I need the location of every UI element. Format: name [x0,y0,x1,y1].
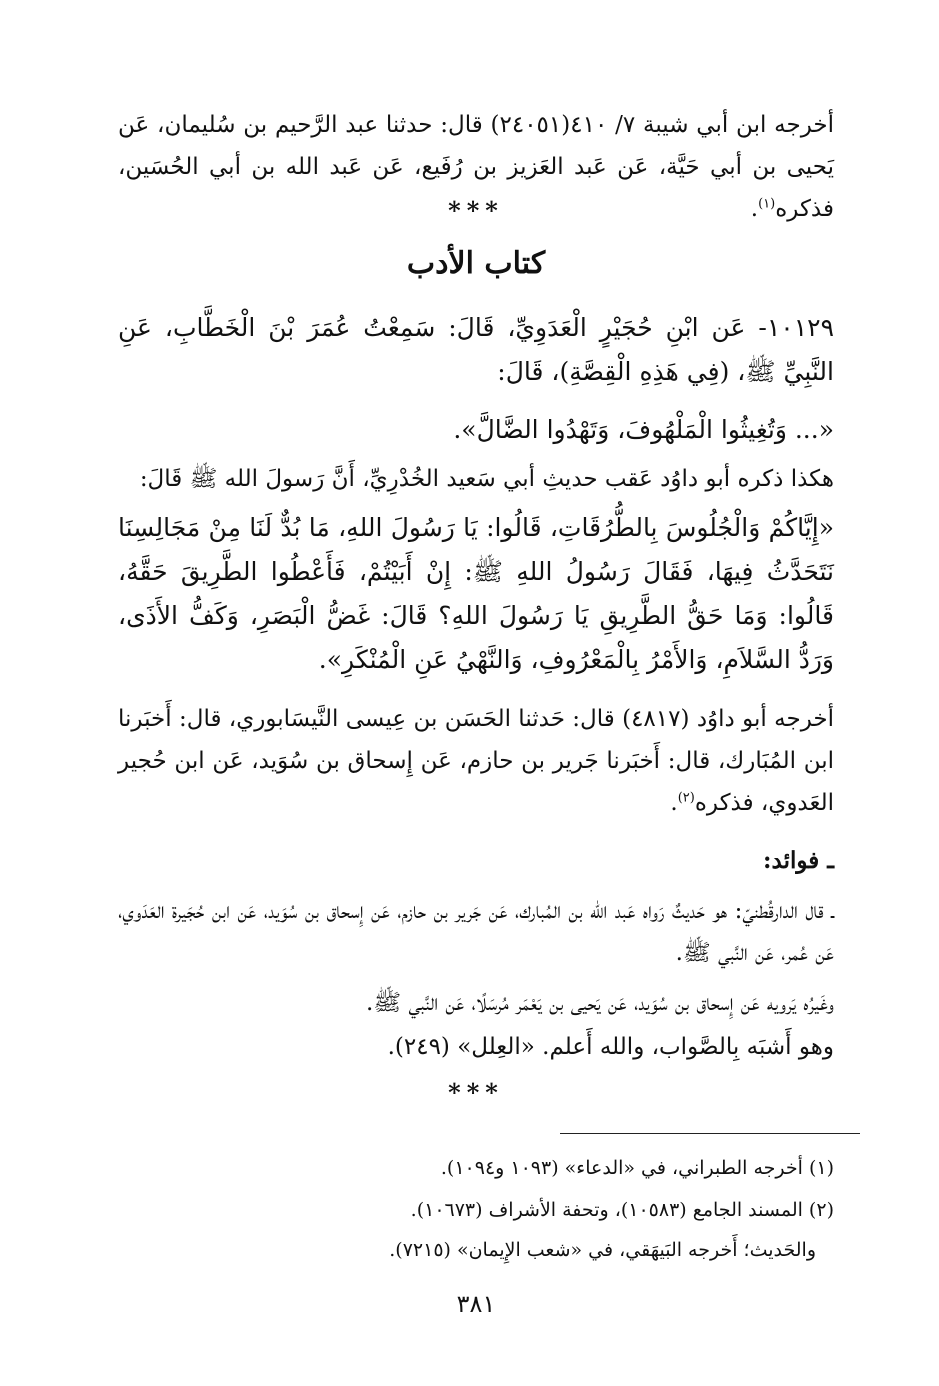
footnote-2: (٢) المسند الجامع (١٠٥٨٣)، وتحفة الأشراف (١٠٦٧٣). [410,1199,834,1221]
hadith-2: «إِيَّاكُمْ وَالْجُلُوسَ بِالطُّرُقَاتِ، قَالُوا: يَا رَسُولَ اللهِ، مَا بُدٌّ لَنَا مِنْ مَجَالِسِنَا نَتَحَدَّثُ فِيهَا، فَقَالَ رَسُولُ اللهِ ﷺ: إِنْ أَبَيْتُمْ، فَأَعْطُوا الطَّرِيقَ حَقَّهُ، قَالُوا: وَمَا حَقُّ الطَّرِيقِ يَا رَسُولَ اللهِ؟ قَالَ: غَضُّ الْبَصَرِ، وَكَفُّ الأَذَى، وَرَدُّ السَّلاَمِ، وَالأَمْرُ بِالْمَعْرُوفِ، وَالنَّهْيُ عَنِ الْمُنْكَرِ». [118,513,834,674]
footnote-rule [560,1133,860,1134]
context-paragraph: هكذا ذكره أبو داوُد عَقب حديثِ أبي سَعيد الخُدْرِيِّ، أَنَّ رَسولَ الله ﷺ قَالَ: [139,466,834,492]
fawaid-line-2: وغَيرُه يَرويه عَن إِسحاق بن سُوَيد، عَن يَحيى بن يَعْمَر مُرسَلًا، عَن النَّبي ﷺ. [366,990,834,1016]
footnote-1: (١) أخرجه الطبراني، في «الدعاء» (١٠٩٣ و١٠٩٤). [440,1157,834,1179]
hadith-quote: «... وَتُغِيثُوا الْمَلْهُوفَ، وَتَهْدُوا الضَّالَّ». [453,415,834,444]
takhrij-paragraph: أخرجه أبو داوُد (٤٨١٧) قال: حَدثنا الحَسَن بن عِيسى النَّيسَابوري، قال: أَخبَرنا ابن المُبَارك، قال: أَخبَرنا جَرير بن حازم، عَن إِسحاق بن سُوَيد، عَن ابن حُجير العَدوي، فذكره$^{(٢)}$. [118,706,834,816]
chapter-title: كتاب الأدب [406,246,546,281]
separator-top: *** [448,196,504,225]
hadith-intro: ١٠١٢٩- عَن ابْنِ حُجَيْرٍ الْعَدَوِيِّ، قَالَ: سَمِعْتُ عُمَرَ بْنَ الْخَطَّابِ، عَنِ النَّبِيِّ ﷺ، (فِي هَذِهِ الْقِصَّةِ)، قَالَ: [118,313,834,386]
fawaid-line-3: وهو أَشبَه بِالصَّواب، والله أَعلم. «العِلل» (٢٤٩). [387,1034,834,1060]
separator-bottom: *** [448,1078,504,1107]
intro-paragraph: أخرجه ابن أبي شيبة ٧/ ٤١٠(٢٤٠٥١) قال: حدثنا عبد الرَّحيم بن سُليمان، عَن يَحيى بن أبي حَيَّة، عَن عَبد العَزيز بن رُفَيع، عَن عَبد الله بن أبي الحُسَين، فذكره$^{(١)}$. [118,112,834,222]
takhrij-text: أخرجه أبو داوُد (٤٨١٧) قال: حَدثنا الحَسَن بن عِيسى النَّيسَابوري، قال: أَخبَرنا ابن المُبَارك، قال: أَخبَرنا جَرير بن حازم، عَن إِسحاق بن سُوَيد، عَن ابن حُجير العَدوي، فذكره [118,706,834,816]
footnote-2-cont: والحَديث؛ أَخرجه البَيهَقي، في «شعب الإِيمان» (٧٢١٥). [389,1239,816,1261]
footnote-ref-1[interactable]: (١) [758,196,776,212]
page-number: ٣٨١ [456,1290,496,1318]
intro-text: أخرجه ابن أبي شيبة ٧/ ٤١٠(٢٤٠٥١) قال: حدثنا عبد الرَّحيم بن سُليمان، عَن يَحيى بن أبي حَيَّة، عَن عَبد العَزيز بن رُفَيع، عَن عَبد الله بن أبي الحُسَين، فذكره [118,112,834,222]
fawaid-heading: ـ فوائد: [763,847,834,874]
fawaid-line-1: ـ قال الدارقُطنيّ: هو حَديثٌ رَواه عَبد الله بن المُبارك، عَن جَرير بن حازم، عَن إِسحاق بن سُوَيد، عَن ابن حُجَيرة العَدَوي، عَن عُمر، عَن النَّبي ﷺ. [118,898,834,966]
footnote-ref-2[interactable]: (٢) [677,790,695,806]
